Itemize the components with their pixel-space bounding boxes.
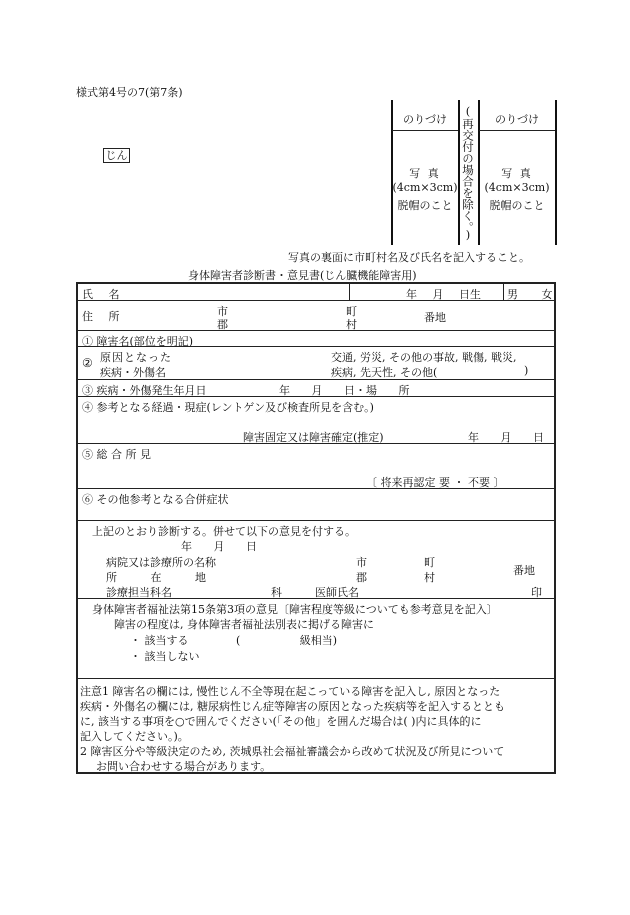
note-2a: 2 障害区分や等級決定のため, 茨城県社会福祉審議会から改めて状況及び所見について	[80, 745, 505, 758]
opinion-not-applies: ・ 該当しない	[130, 650, 200, 663]
recertification: 〔 将来再認定 要 ・ 不要 〕	[366, 476, 505, 489]
note-1d: 記入してください。)。	[80, 730, 189, 743]
glue-left: のりづけ	[403, 113, 447, 126]
sex-label: 男 女	[507, 288, 553, 301]
address-machi: 町	[346, 305, 357, 318]
fixed-date: 年 月 日	[468, 431, 544, 444]
hospital-gun: 郡	[356, 571, 367, 584]
note-1b: 疾病・外傷名の欄には, 糖尿病性じん症等障害の原因となった疾病等を記入するととも	[80, 700, 505, 713]
row2-close-paren: )	[524, 364, 529, 377]
address-gun: 郡	[217, 318, 228, 331]
doctor-name-label: 医師氏名	[315, 586, 359, 599]
note-1c: に, 該当する事項を○で囲んでください(「その他」を囲んだ場合は( )内に具体的に	[80, 715, 482, 728]
form-number: 様式第4号の7(第7条)	[76, 86, 183, 99]
diagnosis-statement: 上記のとおり診断する。併せて以下の意見を付する。	[92, 525, 356, 538]
glue-right: のりづけ	[495, 113, 539, 126]
hospital-banchi: 番地	[513, 564, 535, 577]
row2-number: ②	[82, 356, 93, 370]
row-onset-date: ③ 疾病・外傷発生年月日	[82, 384, 207, 397]
address-mura: 村	[346, 318, 357, 331]
form-title: 身体障害者診断書・意見書(じん臓機能障害用)	[188, 269, 417, 282]
photo-hat-left: 脱帽のこと	[397, 199, 453, 212]
reissue-note: (再交付の場合を除く。)	[461, 104, 475, 242]
opinion-grade: ( 級相当)	[236, 634, 338, 647]
row-overall-findings: ⑤ 総 合 所 見	[82, 448, 151, 461]
photo-size-left: (4cm×3cm)	[392, 181, 458, 194]
hospital-shi: 市	[356, 556, 367, 569]
photo-size-right: (4cm×3cm)	[484, 181, 550, 194]
doctor-dept-label: 診療担当科名	[106, 586, 172, 599]
note-1a: 注意1 障害名の欄には, 慢性じん不全等現在起こっている障害を記入し, 原因となった	[80, 685, 501, 698]
row-disability-name: ① 障害名(部位を明記)	[82, 335, 194, 348]
row-progress: ④ 参考となる経過・現症(レントゲン及び検査所見を含む。)	[82, 401, 374, 414]
stamp-label: じん	[105, 149, 128, 162]
address-label: 住 所	[82, 310, 126, 323]
photo-title-right: 写 真	[501, 167, 533, 180]
name-label: 氏 名	[82, 288, 126, 301]
row2-cause-b: 疾病・外傷名	[100, 366, 166, 379]
location-label: 所 在 地	[106, 571, 206, 584]
address-banchi: 番地	[424, 311, 446, 324]
opinion-header: 身体障害者福祉法第15条第3項の意見〔障害程度等級についても参考意見を記入〕	[92, 603, 498, 616]
note-2b: お問い合わせする場合があります。	[96, 760, 272, 773]
photo-instruction: 写真の裏面に市町村名及び氏名を記入すること。	[288, 251, 530, 264]
hospital-machi: 町	[424, 556, 435, 569]
opinion-applies: ・ 該当する	[130, 634, 189, 647]
dob-label: 年 月 日生	[406, 288, 481, 301]
row2-cause-a: 原因となった	[100, 351, 172, 364]
stamp-box	[103, 148, 130, 163]
hospital-mura: 村	[424, 571, 435, 584]
row-onset-date-fields: 年 月 日・場 所	[279, 384, 410, 397]
hospital-label: 病院又は診療所の名称	[106, 556, 216, 569]
address-shi: 市	[217, 305, 228, 318]
photo-title-left: 写 真	[409, 167, 441, 180]
seal-mark: 印	[531, 586, 542, 599]
dept-ka: 科	[271, 586, 282, 599]
row2-options-b: 疾病, 先天性, その他(	[331, 366, 438, 379]
row-complications: ⑥ その他参考となる合併症状	[82, 493, 229, 506]
row2-options-a: 交通, 労災, その他の事故, 戦傷, 戦災,	[331, 351, 517, 364]
fixed-label: 障害固定又は障害確定(推定)	[243, 431, 384, 444]
photo-hat-right: 脱帽のこと	[489, 199, 545, 212]
opinion-degree: 障害の程度は, 身体障害者福祉法別表に掲げる障害に	[114, 618, 374, 631]
diagnosis-date: 年 月 日	[181, 540, 257, 553]
